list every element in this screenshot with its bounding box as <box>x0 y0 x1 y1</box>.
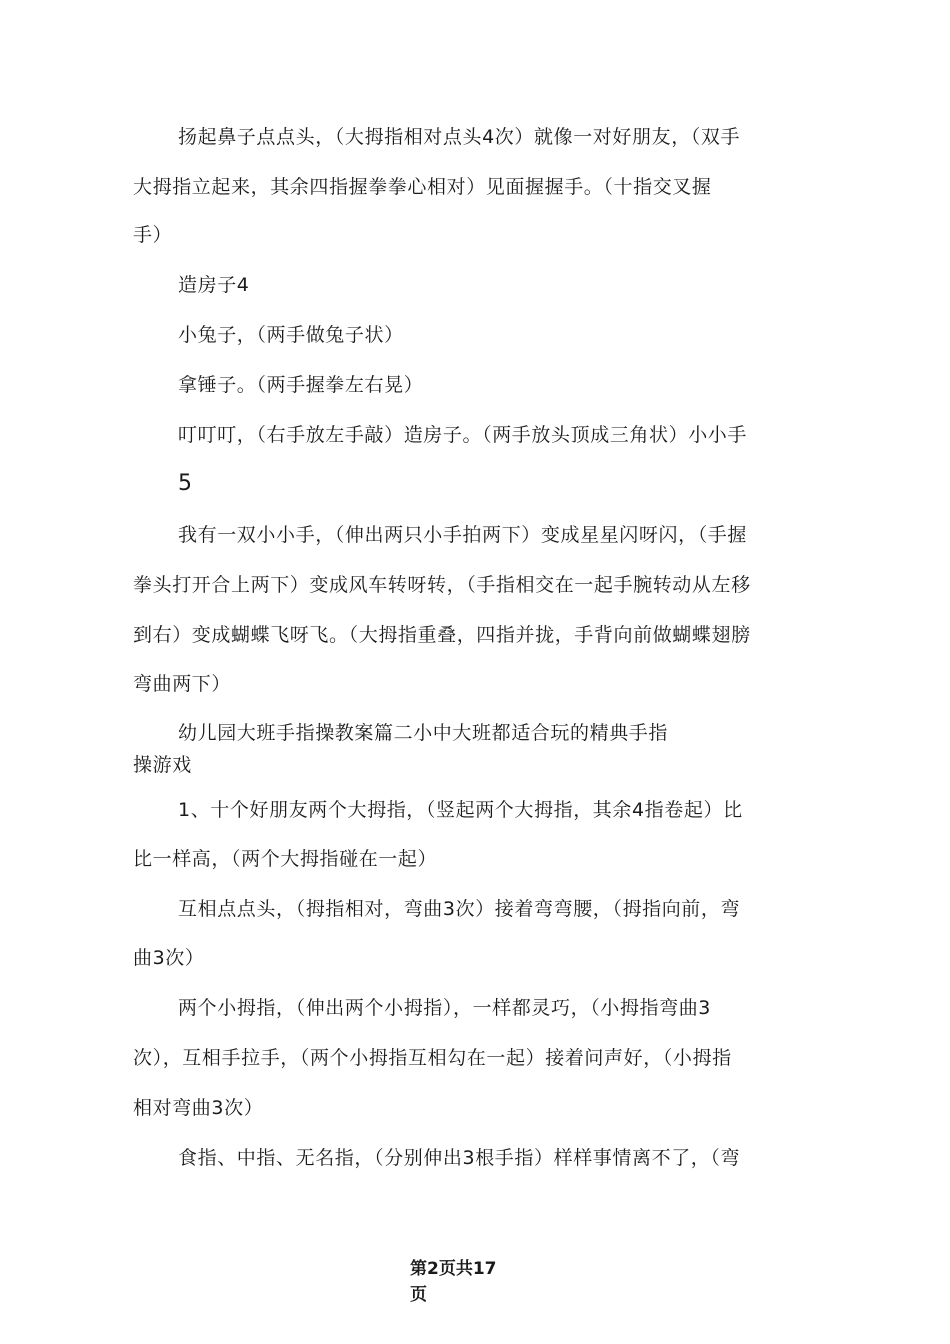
body-line: 到右）变成蝴蝶飞呀飞。（大拇指重叠，四指并拢，手背向前做蝴蝶翅膀 <box>133 624 751 646</box>
body-line: 相对弯曲3次） <box>133 1097 264 1119</box>
body-line: 拿锤子。（两手握拳左右晃） <box>178 374 424 396</box>
page-footer <box>410 1256 540 1308</box>
body-line: 两个小拇指，（伸出两个小拇指），一样都灵巧，（小拇指弯曲3 <box>178 997 711 1019</box>
body-line: 我有一双小小手，（伸出两只小手拍两下）变成星星闪呀闪，（手握 <box>178 524 748 546</box>
section-number: 5 <box>178 471 193 496</box>
body-line: 扬起鼻子点点头，（大拇指相对点头4次）就像一对好朋友，（双手 <box>178 126 741 148</box>
body-line: 比一样高，（两个大拇指碰在一起） <box>133 848 438 870</box>
page-number-continued: 页 <box>410 1285 427 1305</box>
body-line: 互相点点头，（拇指相对，弯曲3次）接着弯弯腰，（拇指向前，弯 <box>178 898 741 920</box>
body-line: 大拇指立起来，其余四指握拳拳心相对）见面握握手。（十指交叉握 <box>133 176 712 198</box>
body-line: 拳头打开合上两下）变成风车转呀转，（手指相交在一起手腕转动从左移 <box>133 574 751 596</box>
section-heading: 造房子4 <box>178 274 250 296</box>
body-line: 小兔子，（两手做兔子状） <box>178 324 404 346</box>
section-title: 操游戏 <box>133 754 192 776</box>
body-line: 1、十个好朋友两个大拇指，（竖起两个大拇指，其余4指卷起）比 <box>178 799 743 821</box>
body-line: 弯曲两下） <box>133 673 232 695</box>
body-line: 叮叮叮，（右手放左手敲）造房子。（两手放头顶成三角状）小小手 <box>178 424 748 446</box>
body-line: 次），互相手拉手，（两个小拇指互相勾在一起）接着问声好，（小拇指 <box>133 1047 732 1069</box>
page-number: 第2页共17 <box>410 1259 497 1279</box>
body-line: 手） <box>133 224 173 246</box>
body-line: 曲3次） <box>133 947 205 969</box>
section-title: 幼儿园大班手指操教案篇二小中大班都适合玩的精典手指 <box>178 722 669 744</box>
body-line: 食指、中指、无名指，（分别伸出3根手指）样样事情离不了，（弯 <box>178 1147 741 1169</box>
